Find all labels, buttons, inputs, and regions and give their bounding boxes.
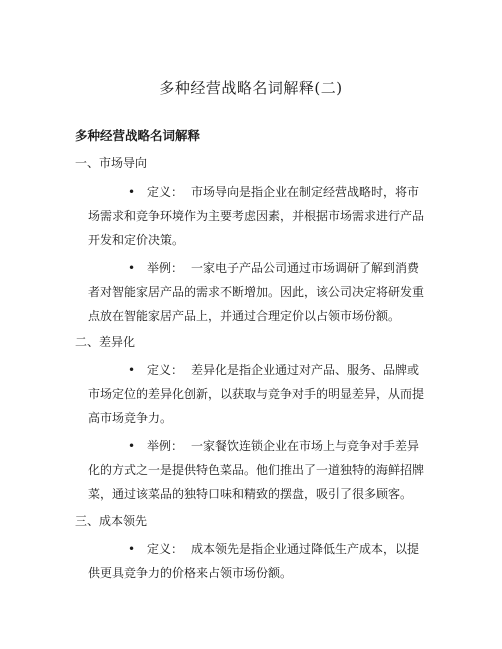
bullet-icon: •	[128, 542, 136, 556]
bullet-icon: •	[128, 439, 136, 453]
bullet-icon: •	[128, 363, 136, 377]
bullet-label: 定义：	[147, 542, 184, 556]
bullet-icon: •	[128, 261, 136, 275]
bullet-icon: •	[128, 185, 136, 199]
section-heading-market-orientation: 一、市场导向	[75, 156, 148, 170]
bullet-item	[88, 180, 428, 252]
section-heading-cost-leadership: 三、成本领先	[75, 514, 148, 528]
bullet-label: 举例：	[147, 261, 184, 275]
bullet-text: 市场导向是指企业在制定经营战略时，将市场需求和竞争环境作为主要考虑因素，并根据市场需求进行产品开发和定价决策。	[88, 185, 425, 247]
bullet-label: 定义：	[147, 363, 184, 377]
section-heading-differentiation: 二、差异化	[75, 335, 136, 349]
bullet-item	[88, 358, 428, 430]
bullet-text: 一家电子产品公司通过市场调研了解到消费者对智能家居产品的需求不断增加。因此，该公司决定将研发重点放在智能家居产品上，并通过合理定价以占领市场份额。	[88, 261, 425, 323]
bullet-label: 定义：	[147, 185, 184, 199]
document-subtitle: 多种经营战略名词解释	[75, 128, 201, 143]
bullet-item	[88, 537, 428, 585]
bullet-item	[88, 434, 428, 506]
bullet-text: 差异化是指企业通过对产品、服务、品牌或市场定位的差异化创新，以获取与竞争对手的明显差异，从而提高市场竞争力。	[88, 363, 425, 425]
bullet-label: 举例：	[147, 439, 184, 453]
bullet-item	[88, 256, 428, 328]
bullet-text: 一家餐饮连锁企业在市场上与竞争对手差异化的方式之一是提供特色菜品。他们推出了一道独特的海鲜招牌菜，通过该菜品的独特口味和精致的摆盘，吸引了很多顾客。	[88, 439, 425, 501]
document-title: 多种经营战略名词解释(二)	[159, 79, 343, 97]
bullet-text: 成本领先是指企业通过降低生产成本，以提供更具竞争力的价格来占领市场份额。	[88, 542, 420, 580]
